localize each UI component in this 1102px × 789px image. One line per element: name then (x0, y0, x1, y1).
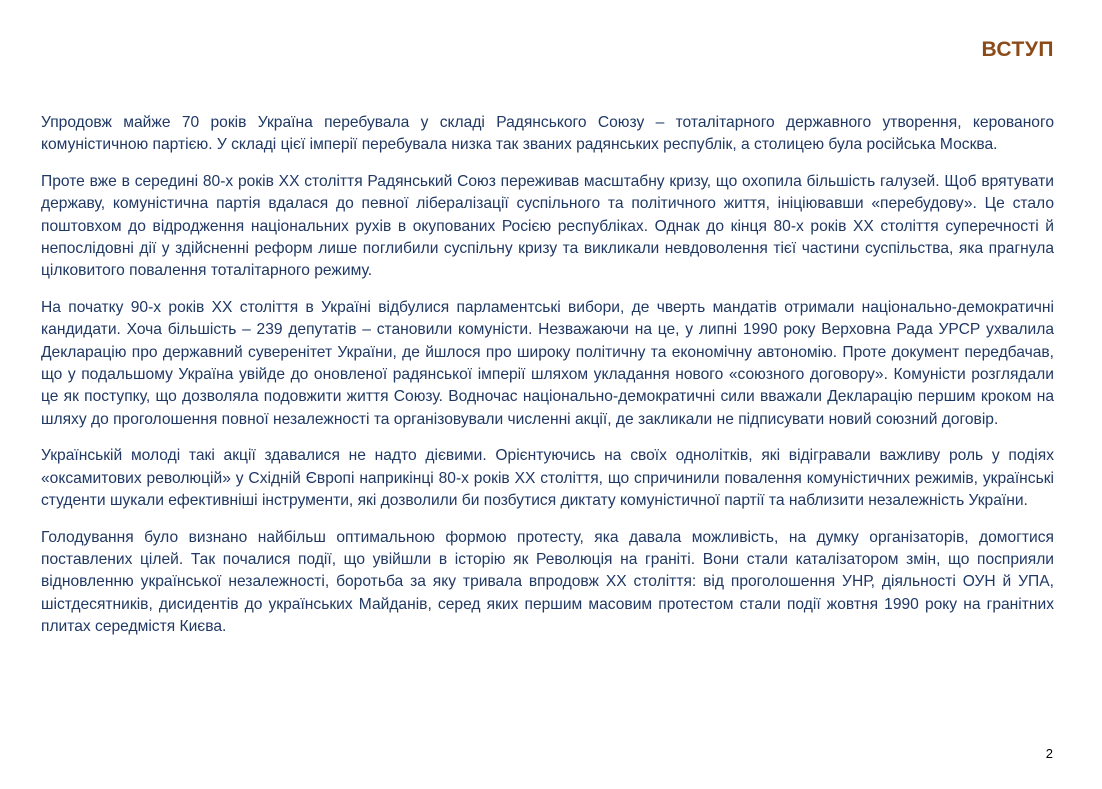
paragraph-elections-declaration: На початку 90-х років ХХ століття в Україні відбулися парламентські вибори, де чверть мандатів отримали національно-демократичні кандидати. Хоча більшість – 239 депутатів – становили комуністи. Незважаючи на це, у липні 1990 року Верховна Рада УРСР ухвалила Декларацію про державний суверенітет України, де йшлося про широку політичну та економічну автономію. Проте документ передбачав, що у подальшому Україна увійде до оновленої радянської імперії шляхом укладання нового «союзного договору». Комуністи розглядали це як поступку, що дозволяла подовжити життя Союзу. Водночас національно-демократичні сили вважали Декларацію першим кроком на шляху до проголошення повної незалежності та організовували численні акції, де закликали не підписувати новий союзний договір. (41, 298, 1054, 428)
paragraph-youth: Українській молоді такі акції здавалися не надто дієвими. Орієнтуючись на своїх однолітків, які відігравали важливу роль у подіях «оксамитових революцій» у Східній Європі наприкінці 80-х років ХХ століття, що спричинили повалення комуністичних режимів, українські студенти шукали ефективніші інструменти, які дозволили би позбутися диктату комуністичної партії та наблизити незалежність України. (41, 447, 1054, 510)
page-title: ВСТУП (981, 38, 1054, 61)
paragraph-hunger-strike: Голодування було визнано найбільш оптимальною формою протесту, яка давала можливість, на думку організаторів, домогтися поставлених цілей. Так почалися події, що увійшли в історію як Революція на граніті. Вони стали каталізатором змін, що посприяли відновленню української незалежності, боротьба за яку тривала впродовж ХХ століття: від проголошення УНР, діяльності ОУН й УПА, шістдесятників, дисидентів до українських Майданів, серед яких першим масовим протестом стали події жовтня 1990 року на гранітних плитах середмістя Києва. (41, 528, 1054, 636)
paragraph-perestroika: Проте вже в середині 80-х років ХХ століття Радянський Союз переживав масштабну кризу, що охопила більшість галузей. Щоб врятувати державу, комуністична партія вдалася до певної лібералізації суспільного та політичного життя, ініціювавши «перебудову». Це стало поштовхом до відродження національних рухів в окупованих Росією республіках. Однак до кінця 80-х років ХХ століття суперечності й непослідовні дії у здійсненні реформ лише поглибили суспільну кризу та викликали невдоволення тієї частини суспільства, яка прагнула цілковитого повалення тоталітарного режиму. (41, 172, 1054, 280)
page-number: 2 (1045, 746, 1053, 761)
body-text (41, 112, 1054, 653)
paragraph-soviet-rule: Упродовж майже 70 років Україна перебувала у складі Радянського Союзу – тоталітарного державного утворення, керованого комуністичною партією. У складі цієї імперії перебувала низка так званих радянських республік, а столицею була російська Москва. (41, 114, 1054, 154)
